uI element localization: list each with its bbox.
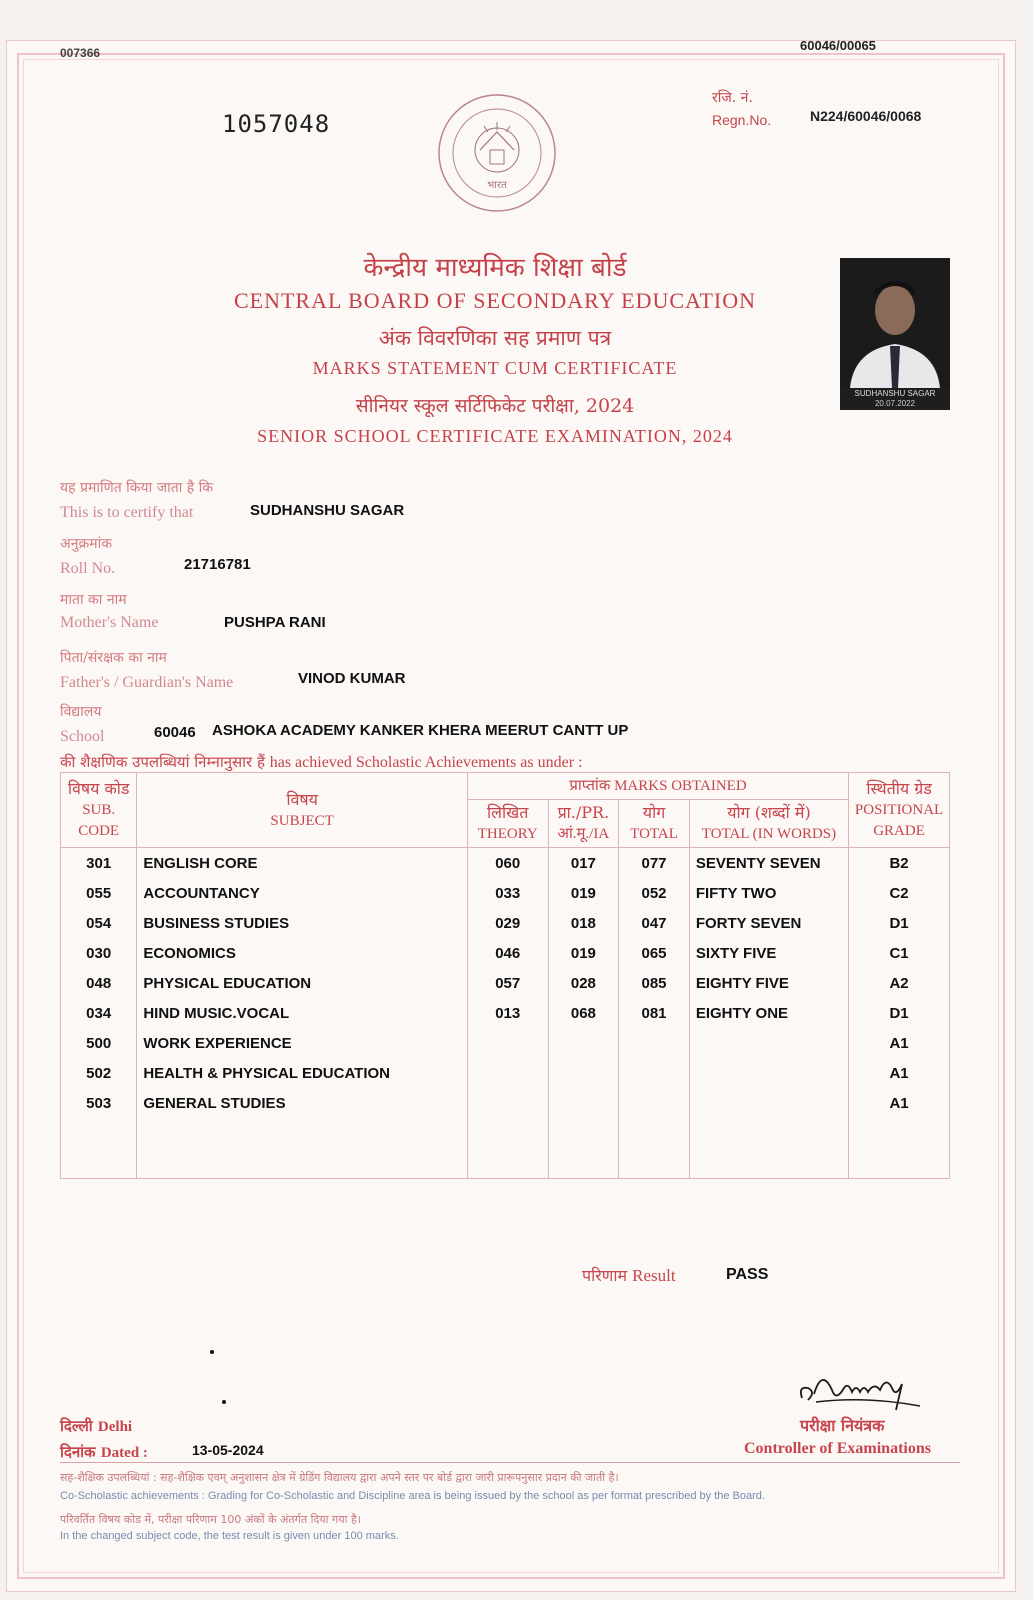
footer-divider xyxy=(60,1462,960,1463)
cell-total xyxy=(619,1088,690,1118)
photo-caption-name: SUDHANSHU SAGAR xyxy=(854,389,936,398)
table-row xyxy=(61,878,950,908)
cell-theory: 033 xyxy=(467,878,548,908)
cell-pr: 017 xyxy=(548,848,619,879)
cell-pr: 068 xyxy=(548,998,619,1028)
father-label-hindi: पिता/संरक्षक का नाम xyxy=(60,650,167,666)
cell-code: 301 xyxy=(61,848,137,879)
table-spacer-row xyxy=(61,1118,950,1179)
header-theory: लिखित THEORY xyxy=(467,800,548,848)
cell-total: 081 xyxy=(619,998,690,1028)
table-row xyxy=(61,998,950,1028)
controller-signature xyxy=(796,1358,936,1418)
board-name: CENTRAL BOARD OF SECONDARY EDUCATION xyxy=(233,288,757,313)
father-name: VINOD KUMAR xyxy=(298,670,406,687)
achievement-statement xyxy=(60,752,583,772)
cell-theory xyxy=(467,1088,548,1118)
cell-code: 030 xyxy=(61,938,137,968)
table-row xyxy=(61,1028,950,1058)
marks-table xyxy=(60,772,950,1179)
cell-pr xyxy=(548,1028,619,1058)
cell-subject: PHYSICAL EDUCATION xyxy=(137,968,468,998)
cell-subject: BUSINESS STUDIES xyxy=(137,908,468,938)
cell-subject: WORK EXPERIENCE xyxy=(137,1028,468,1058)
document-title-hindi: अंक विवरणिका सह प्रमाण पत्र xyxy=(378,326,612,350)
cell-grade: A2 xyxy=(849,968,950,998)
header-sub-code: विषय कोड SUB. CODE xyxy=(61,773,137,848)
mother-label: Mother's Name xyxy=(60,614,159,631)
header-practical: प्रा./PR. आं.मू./IA xyxy=(548,800,619,848)
school-code: 60046 xyxy=(154,724,196,741)
cell-subject: GENERAL STUDIES xyxy=(137,1088,468,1118)
cell-code: 054 xyxy=(61,908,137,938)
result-value: PASS xyxy=(726,1266,769,1283)
cell-total: 047 xyxy=(619,908,690,938)
result-label: परिणाम Result xyxy=(582,1266,676,1285)
cell-subject: ENGLISH CORE xyxy=(137,848,468,879)
student-name: SUDHANSHU SAGAR xyxy=(250,502,405,519)
cell-words: FIFTY TWO xyxy=(689,878,848,908)
cell-grade: D1 xyxy=(849,998,950,1028)
cell-words xyxy=(689,1058,848,1088)
cbse-seal-logo xyxy=(436,92,558,214)
note-changed-code: In the changed subject code, the test result is given under 100 marks. xyxy=(60,1530,399,1542)
table-row xyxy=(61,848,950,879)
cell-words: EIGHTY ONE xyxy=(689,998,848,1028)
cell-theory: 057 xyxy=(467,968,548,998)
empty-cell xyxy=(137,1118,468,1179)
cell-code: 048 xyxy=(61,968,137,998)
cell-words xyxy=(689,1028,848,1058)
cell-total xyxy=(619,1028,690,1058)
controller-label-hindi: परीक्षा नियंत्रक xyxy=(800,1416,885,1435)
cell-code: 500 xyxy=(61,1028,137,1058)
cell-words: EIGHTY FIVE xyxy=(689,968,848,998)
roll-label: Roll No. xyxy=(60,560,116,577)
achievement-hindi: की शैक्षणिक उपलब्धियां निम्नानुसार हैं xyxy=(60,753,265,771)
cell-grade: A1 xyxy=(849,1028,950,1058)
cell-pr xyxy=(548,1058,619,1088)
cell-grade: A1 xyxy=(849,1088,950,1118)
certify-label: This is to certify that xyxy=(60,504,194,521)
cell-total: 065 xyxy=(619,938,690,968)
place-label: दिल्ली Delhi xyxy=(60,1417,133,1435)
cell-grade: C2 xyxy=(849,878,950,908)
regn-label-hindi: रजि. नं. xyxy=(712,90,753,106)
table-row xyxy=(61,1058,950,1088)
empty-cell xyxy=(619,1118,690,1179)
cell-grade: C1 xyxy=(849,938,950,968)
cell-grade: B2 xyxy=(849,848,950,879)
cell-subject: HEALTH & PHYSICAL EDUCATION xyxy=(137,1058,468,1088)
mother-name: PUSHPA RANI xyxy=(224,614,326,631)
cell-words: SIXTY FIVE xyxy=(689,938,848,968)
registration-number: N224/60046/0068 xyxy=(810,108,922,124)
cell-pr: 028 xyxy=(548,968,619,998)
cell-theory: 013 xyxy=(467,998,548,1028)
cell-pr: 018 xyxy=(548,908,619,938)
cell-code: 034 xyxy=(61,998,137,1028)
issue-date: 13-05-2024 xyxy=(192,1442,264,1458)
table-row xyxy=(61,938,950,968)
cell-total xyxy=(619,1058,690,1088)
cell-code: 503 xyxy=(61,1088,137,1118)
document-title: MARKS STATEMENT CUM CERTIFICATE xyxy=(312,358,678,378)
cell-theory: 029 xyxy=(467,908,548,938)
cell-words: FORTY SEVEN xyxy=(689,908,848,938)
cell-total: 052 xyxy=(619,878,690,908)
achievement-english: has achieved Scholastic Achievements as under : xyxy=(269,754,583,771)
empty-cell xyxy=(467,1118,548,1179)
serial-number-top: 007366 xyxy=(60,46,101,60)
cell-pr: 019 xyxy=(548,878,619,908)
header-positional-grade: स्थितीय ग्रेड POSITIONAL GRADE xyxy=(849,773,950,848)
marks-table-body xyxy=(61,848,950,1179)
header-subject: विषय SUBJECT xyxy=(137,773,468,848)
cell-theory xyxy=(467,1058,548,1088)
certificate-number: 1057048 xyxy=(222,110,331,138)
header-total: योग TOTAL xyxy=(619,800,690,848)
school-name: ASHOKA ACADEMY KANKER KHERA MEERUT CANTT UP xyxy=(212,722,629,739)
cell-total: 077 xyxy=(619,848,690,879)
regn-label: Regn.No. xyxy=(712,112,772,128)
cell-theory: 046 xyxy=(467,938,548,968)
school-label-hindi: विद्यालय xyxy=(60,704,102,720)
table-row xyxy=(61,1088,950,1118)
speck xyxy=(222,1400,226,1404)
cell-grade: A1 xyxy=(849,1058,950,1088)
dated-label: दिनांक Dated : xyxy=(60,1443,148,1461)
cell-words xyxy=(689,1088,848,1118)
father-label: Father's / Guardian's Name xyxy=(60,674,234,691)
table-row xyxy=(61,908,950,938)
cell-words: SEVENTY SEVEN xyxy=(689,848,848,879)
document-code-top: 60046/00065 xyxy=(800,38,876,53)
cell-grade: D1 xyxy=(849,908,950,938)
seal-text: भारत xyxy=(487,180,507,191)
cell-pr xyxy=(548,1088,619,1118)
note-changed-code-hindi: परिवर्तित विषय कोड में, परीक्षा परिणाम 100 अंकों के अंतर्गत दिया गया है। xyxy=(60,1513,361,1526)
cell-subject: HIND MUSIC.VOCAL xyxy=(137,998,468,1028)
cell-subject: ACCOUNTANCY xyxy=(137,878,468,908)
cell-code: 502 xyxy=(61,1058,137,1088)
exam-title-hindi: सीनियर स्कूल सर्टिफिकेट परीक्षा, 2024 xyxy=(355,395,635,417)
roll-label-hindi: अनुक्रमांक xyxy=(60,536,112,552)
table-row xyxy=(61,968,950,998)
cell-theory: 060 xyxy=(467,848,548,879)
header-total-in-words: योग (शब्दों में) TOTAL (IN WORDS) xyxy=(689,800,848,848)
empty-cell xyxy=(61,1118,137,1179)
cell-code: 055 xyxy=(61,878,137,908)
empty-cell xyxy=(689,1118,848,1179)
controller-label: Controller of Examinations xyxy=(744,1440,931,1457)
certify-label-hindi: यह प्रमाणित किया जाता है कि xyxy=(60,480,214,496)
photo-caption-date: 20.07.2022 xyxy=(874,399,916,408)
cell-total: 085 xyxy=(619,968,690,998)
note-coscholastic-hindi: सह-शैक्षिक उपलब्धियां : सह-शैक्षिक एवम् अनुशासन क्षेत्र में ग्रेडिंग विद्यालय द्वारा अपने स्तर पर बोर्ड द्वारा जारी प्रारूपनुसार प्रदान की जाती है। xyxy=(60,1471,619,1484)
header-marks-obtained: प्राप्तांक MARKS OBTAINED xyxy=(467,773,848,800)
board-name-hindi: केन्द्रीय माध्यमिक शिक्षा बोर्ड xyxy=(363,253,627,283)
cell-subject: ECONOMICS xyxy=(137,938,468,968)
speck xyxy=(210,1350,214,1354)
school-label: School xyxy=(60,728,105,745)
mother-label-hindi: माता का नाम xyxy=(60,592,127,608)
roll-number: 21716781 xyxy=(184,556,251,573)
note-coscholastic: Co-Scholastic achievements : Grading for Co-Scholastic and Discipline area is being issued by the school as per format prescribed by the Board. xyxy=(60,1490,765,1502)
empty-cell xyxy=(849,1118,950,1179)
exam-title: SENIOR SCHOOL CERTIFICATE EXAMINATION, 2024 xyxy=(257,426,733,446)
empty-cell xyxy=(548,1118,619,1179)
cell-pr: 019 xyxy=(548,938,619,968)
cell-theory xyxy=(467,1028,548,1058)
